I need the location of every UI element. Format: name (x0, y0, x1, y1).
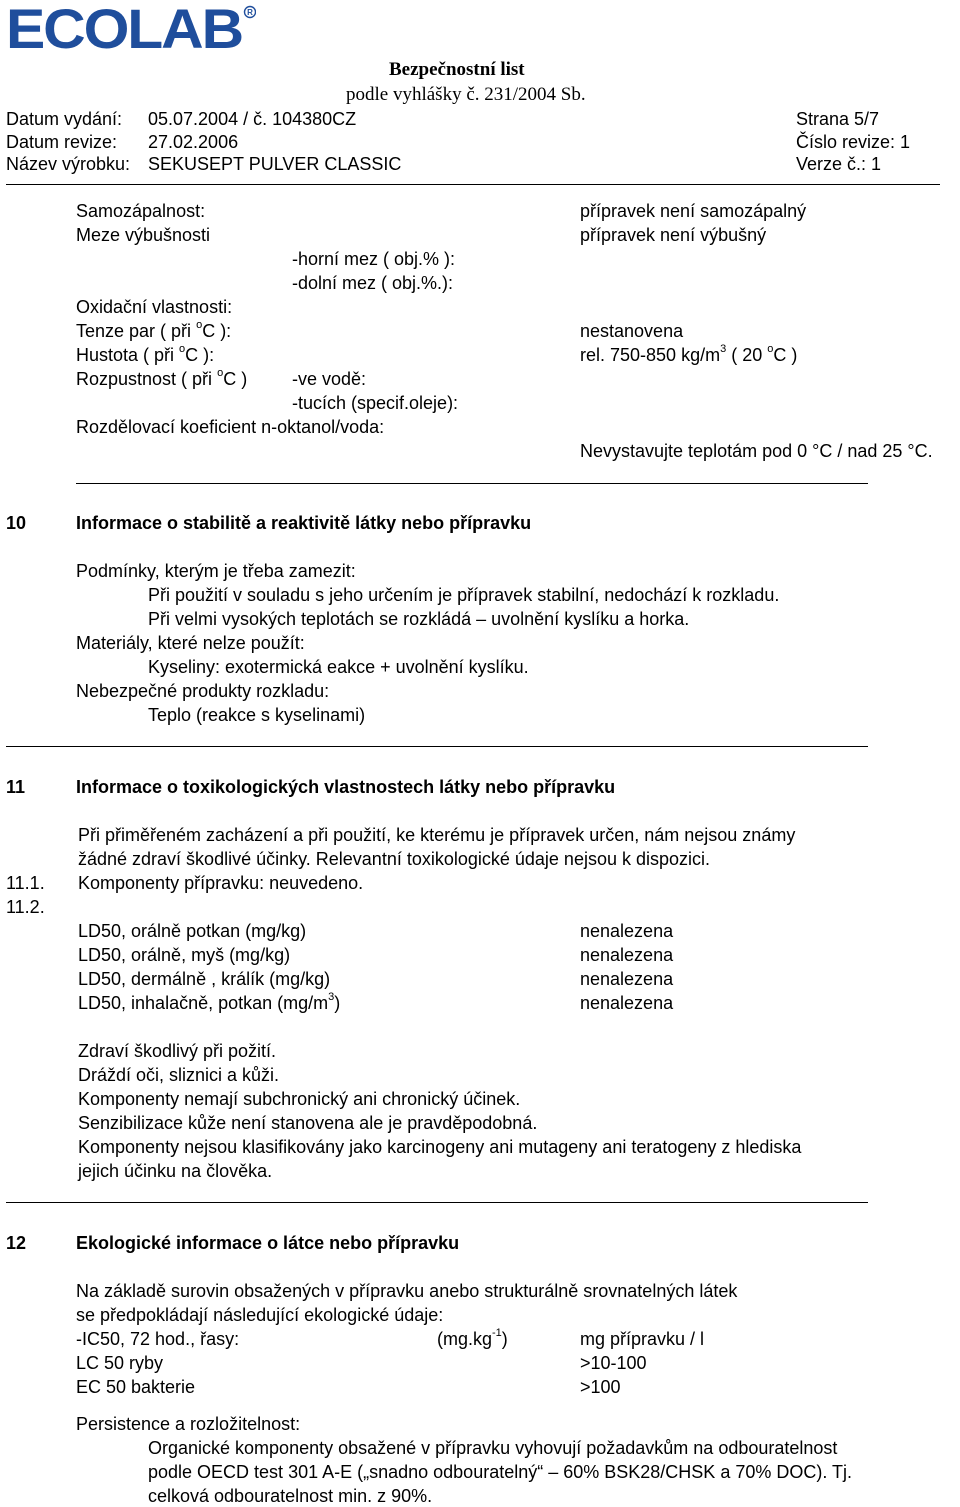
ic50-label: -IC50, 72 hod., řasy: (76, 1329, 240, 1349)
issue-date-label: Datum vydání: (6, 109, 123, 129)
section-divider (6, 746, 868, 747)
lc50-label: LC 50 ryby (76, 1353, 164, 1373)
header-divider (6, 184, 940, 185)
section-11-title: Informace o toxikologických vlastnostech látky nebo přípravku (76, 777, 616, 797)
solubility-fats-label: -tucích (specif.oleje): (292, 393, 459, 413)
ic50-unit: $(mg.kg^{-1})$ (437, 1327, 508, 1349)
density-label: Hustota ( při $^o$C ): (76, 343, 215, 365)
effect-line: Dráždí oči, sliznici a kůži. (78, 1065, 280, 1085)
materials-label: Materiály, které nelze použít: (76, 633, 305, 653)
ld50-label: LD50, inhalačně, potkan $(mg/m^3)$ (78, 991, 341, 1013)
effect-line: Zdraví škodlivý při požití. (78, 1041, 277, 1061)
section-10-number: 10 (6, 513, 27, 533)
tox-intro-line-1: Při přiměřeném zacházení a při použití, ke kterému je přípravek určen, nám nejsou známy (78, 825, 796, 845)
ic50-value: mg přípravku / l (580, 1329, 705, 1349)
avoid-conditions-label: Podmínky, kterým je třeba zamezit: (76, 561, 356, 581)
self-ignition-label: Samozápalnost: (76, 201, 206, 221)
revision-date-label: Datum revize: (6, 132, 118, 152)
ld50-label: LD50, dermálně , králík (mg/kg) (78, 969, 331, 989)
subsection-11-1-number: 11.1. (6, 873, 45, 893)
ld50-label: LD50, orálně potkan (mg/kg) (78, 921, 307, 941)
oxidizing-label: Oxidační vlastnosti: (76, 297, 233, 317)
section-12-title: Ekologické informace o látce nebo přípravku (76, 1233, 460, 1253)
decomposition-label: Nebezpečné produkty rozkladu: (76, 681, 330, 701)
svg-text:R: R (247, 8, 253, 17)
ecolab-logo (6, 4, 256, 57)
lc50-value: >10-100 (580, 1353, 647, 1373)
persistence-line-3: celková odbouratelnost min. z 90%. (148, 1486, 433, 1506)
solubility-water-label: -ve vodě: (292, 369, 367, 389)
revision-date-value: 27.02.2006 (148, 132, 239, 152)
explosion-limits-value: přípravek není výbušný (580, 225, 767, 245)
ld50-value: nenalezena (580, 993, 674, 1013)
document-title: Bezpečnostní list (389, 59, 525, 80)
vapour-pressure-value: nestanovena (580, 321, 684, 341)
eco-intro-line-1: Na základě surovin obsažených v přípravku anebo strukturálně srovnatelných látek (76, 1281, 738, 1301)
materials-line-1: Kyseliny: exotermická eakce + uvolnění kyslíku. (148, 657, 529, 677)
self-ignition-value: přípravek není samozápalný (580, 201, 807, 221)
ec50-label: EC 50 bakterie (76, 1377, 196, 1397)
issue-date-value: 05.07.2004 / č. 104380CZ (148, 109, 357, 129)
ld50-value: nenalezena (580, 969, 674, 989)
ld50-value: nenalezena (580, 921, 674, 941)
storage-note: Nevystavujte teplotám pod 0 °C / nad 25 °C. (580, 441, 933, 461)
ld50-label: LD50, orálně, myš (mg/kg) (78, 945, 291, 965)
avoid-conditions-line-2: Při velmi vysokých teplotách se rozkládá – uvolnění kyslíku a horka. (148, 609, 690, 629)
decomposition-line-1: Teplo (reakce s kyselinami) (148, 705, 366, 725)
section-11-number: 11 (6, 777, 26, 797)
effect-line: Senzibilizace kůže není stanovena ale je pravděpodobná. (78, 1113, 538, 1133)
persistence-label: Persistence a rozložitelnost: (76, 1414, 301, 1434)
section-12-number: 12 (6, 1233, 27, 1253)
persistence-line-2: podle OECD test 301 A-E („snadno odbouratelný“ – 60% BSK28/CHSK a 70% DOC). Tj. (148, 1462, 853, 1482)
eco-intro-line-2: se předpokládají následující ekologické údaje: (76, 1305, 444, 1325)
density-value: rel. 750-850 $kg/m^3$ ( 20 $^o$C ) (580, 343, 798, 365)
vapour-pressure-label: Tenze par ( při $^o$C ): (76, 319, 232, 341)
persistence-line-1: Organické komponenty obsažené v přípravku vyhovují požadavkům na odbouratelnost (148, 1438, 838, 1458)
effect-line: jejich účinku na člověka. (78, 1161, 273, 1181)
document-subtitle: podle vyhlášky č. 231/2004 Sb. (346, 84, 586, 105)
section-10-title: Informace o stabilitě a reaktivitě látky nebo přípravku (76, 513, 532, 533)
subsection-11-1-text: Komponenty přípravku: neuvedeno. (78, 873, 364, 893)
effect-line: Komponenty nejsou klasifikovány jako karcinogeny ani mutageny ani teratogeny z hlediska (78, 1137, 802, 1157)
avoid-conditions-line-1: Při použití v souladu s jeho určením je přípravek stabilní, nedochází k rozkladu. (148, 585, 780, 605)
revision-number: Číslo revize: 1 (796, 132, 911, 152)
upper-limit-label: -horní mez ( obj.% ): (292, 249, 456, 269)
version-number: Verze č.: 1 (796, 154, 882, 174)
effect-line: Komponenty nemají subchronický ani chronický účinek. (78, 1089, 521, 1109)
explosion-limits-label: Meze výbušnosti (76, 225, 211, 245)
partition-coefficient-label: Rozdělovací koeficient n-oktanol/voda: (76, 417, 385, 437)
brand-wordmark: ECOLAB (6, 4, 243, 52)
ec50-value: >100 (580, 1377, 621, 1397)
section-divider (6, 1202, 868, 1203)
product-name-label: Název výrobku: (6, 154, 131, 174)
subsection-11-2-number: 11.2. (6, 897, 45, 917)
section-divider (76, 483, 868, 484)
product-name-value: SEKUSEPT PULVER CLASSIC (148, 154, 402, 174)
lower-limit-label: -dolní mez ( obj.%.): (292, 273, 454, 293)
tox-intro-line-2: žádné zdraví škodlivé účinky. Relevantní toxikologické údaje nejsou k dispozici. (78, 849, 711, 869)
solubility-label: Rozpustnost ( při $^o$C ) (76, 367, 248, 389)
ld50-value: nenalezena (580, 945, 674, 965)
page-number: Strana 5/7 (796, 109, 880, 129)
